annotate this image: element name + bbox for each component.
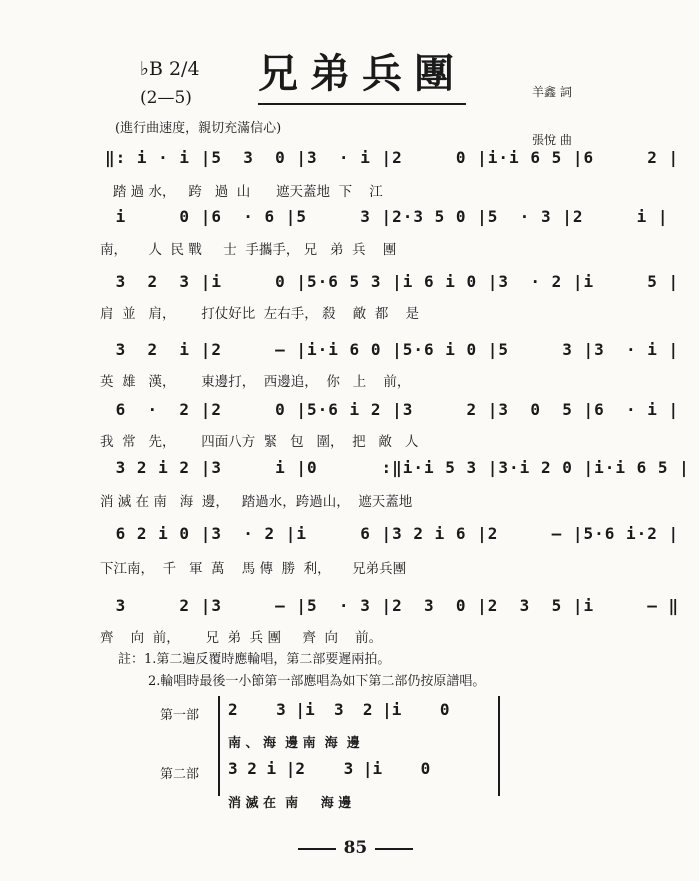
composer-credit: 張悅 曲: [532, 133, 572, 147]
score-line-1-lyrics: 踏 過 水， 跨 過 山 遮天蓋地 下 江: [100, 184, 383, 200]
part-1-lyrics: 南 、 海 邊 南 海 邊: [228, 736, 360, 751]
part-2-numbers: 3 2 i |2 3 |i 0: [228, 759, 431, 778]
page-dash-right: [375, 848, 413, 850]
score-line-3-numbers: 3 2 3 |i 0 |5·6 5 3 |i 6 i 0 |3 · 2 |i 5 |: [105, 272, 680, 291]
part-1-label: 第一部: [160, 708, 200, 723]
part-1-numbers: 2 3 |i 3 2 |i 0: [228, 700, 450, 719]
score-line-2-lyrics: 南， 人 民 戰 士 手攜手， 兄 弟 兵 團: [100, 242, 397, 258]
note-2: 2.輪唱時最後一小節第一部應唱為如下第二部仍按原譜唱。: [148, 674, 486, 689]
tempo-marking: (進行曲速度，親切充滿信心): [115, 121, 282, 136]
score-line-4-numbers: 3 2 i |2 — |i·i 6 0 |5·6 i 0 |5 3 |3 · i |: [105, 340, 680, 359]
score-line-1-numbers: ‖: i · i |5 3 0 |3 · i |2 0 |i·i 6 5 |6 2 |: [105, 148, 680, 167]
score-line-8-lyrics: 齊 向 前， 兄 弟 兵 團 齊 向 前。: [100, 630, 383, 646]
system-bracket: [218, 696, 220, 796]
intro-notes: (2—5): [140, 88, 192, 108]
part-2-label: 第二部: [160, 767, 200, 782]
song-title: 兄弟兵團: [258, 42, 466, 105]
part-2-lyrics: 消 滅 在 南 海 邊: [228, 796, 352, 811]
score-line-2-numbers: i 0 |6 · 6 |5 3 |2·3 5 0 |5 · 3 |2 i |: [105, 207, 669, 226]
page-dash-left: [298, 848, 336, 850]
lyricist-credit: 羊鑫 詞: [532, 85, 572, 99]
page-number: [0, 818, 699, 858]
score-line-6-lyrics: 消 滅 在 南 海 邊， 踏過水，跨過山， 遮天蓋地: [100, 494, 413, 510]
page-number-value: 85: [343, 838, 368, 858]
score-line-6-numbers: 3 2 i 2 |3 i |0 :‖i·i 5 3 |3·i 2 0 |i·i 6 5 |: [105, 458, 690, 477]
score-line-7-lyrics: 下江南， 千 軍 萬 馬 傳 勝 利， 兄弟兵團: [100, 561, 407, 577]
note-1: 註：1.第二遍反覆時應輪唱，第二部要遲兩拍。: [118, 652, 391, 667]
score-line-5-numbers: 6 · 2 |2 0 |5·6 i 2 |3 2 |3 0 5 |6 · i |: [105, 400, 680, 419]
score-line-3-lyrics: 肩 並 肩， 打仗好比 左右手， 殺 敵 都 是: [100, 306, 419, 322]
score-line-8-numbers: 3 2 |3 — |5 · 3 |2 3 0 |2 3 5 |i — ‖: [105, 596, 680, 615]
score-line-4-lyrics: 英 雄 漢， 東邊打， 西邊追， 你 上 前，: [100, 374, 411, 390]
system-end-bar: [498, 696, 500, 796]
key-signature: ♭B 2/4: [140, 58, 200, 80]
score-line-5-lyrics: 我 常 先， 四面八方 緊 包 圍， 把 敵 人: [100, 434, 419, 450]
score-line-7-numbers: 6 2 i 0 |3 · 2 |i 6 |3 2 i 6 |2 — |5·6 i·2 |: [105, 524, 680, 543]
